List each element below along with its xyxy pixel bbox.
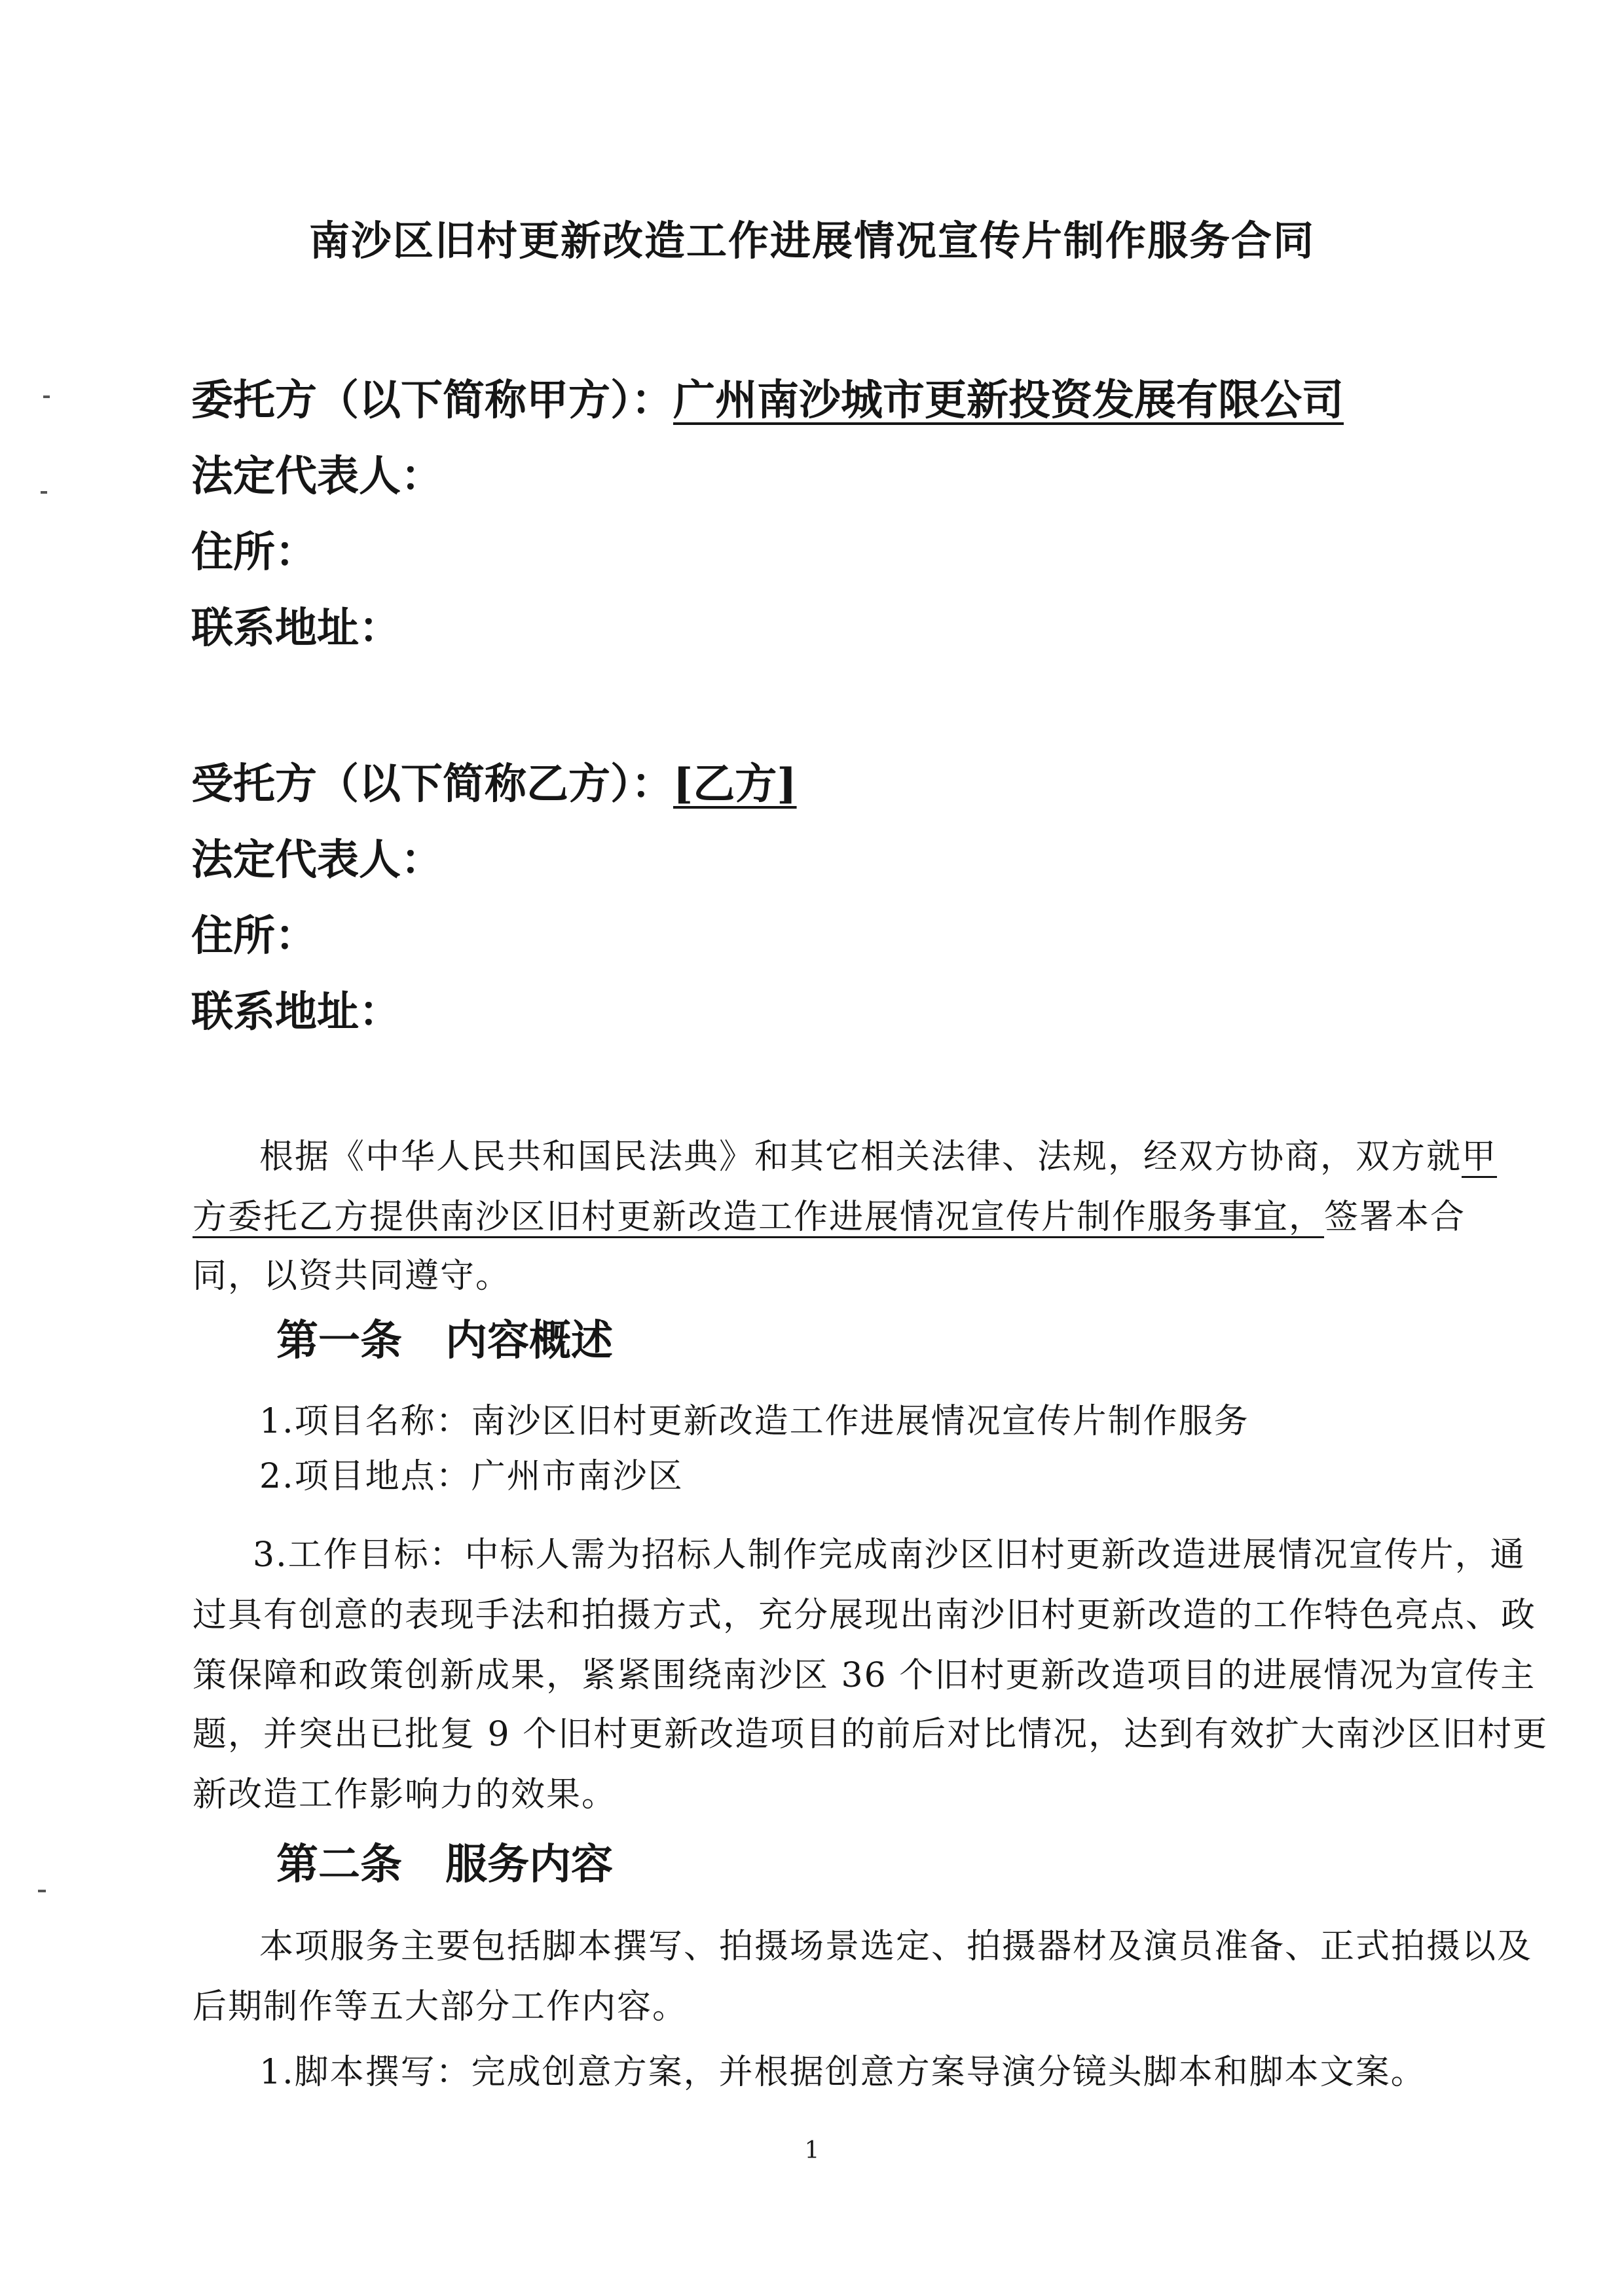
party-a-legal-rep: 法定代表人： <box>191 452 443 501</box>
clause-1-item-1: 1.项目名称：南沙区旧村更新改造工作进展情况宣传片制作服务 <box>259 1402 1249 1441</box>
clause-1-heading <box>276 1307 613 1367</box>
intro-line-1-text: 根据《中华人民共和国民法典》和其它相关法律、法规，经双方协商，双方就 <box>259 1137 1462 1177</box>
scan-mark <box>38 1890 46 1892</box>
party-b-address: 联系地址： <box>191 987 401 1037</box>
intro-line-1-underlined: 甲 <box>1462 1137 1498 1177</box>
party-a-residence: 住所： <box>191 528 317 577</box>
party-b-row <box>191 750 797 811</box>
clause-1-item-3-line-4: 题，并突出已批复 9 个旧村更新改造项目的前后对比情况，达到有效扩大南沙区旧村更 <box>193 1715 1549 1754</box>
clause-2-heading <box>276 1831 613 1891</box>
document-title: 南沙区旧村更新改造工作进展情况宣传片制作服务合同 <box>308 217 1315 265</box>
clause-1-title: 内容概述 <box>445 1316 613 1365</box>
clause-1-item-3-line-2: 过具有创意的表现手法和拍摄方式，充分展现出南沙旧村更新改造的工作特色亮点、政 <box>193 1596 1537 1635</box>
clause-2-number: 第二条 <box>276 1840 402 1889</box>
scan-mark <box>43 395 50 398</box>
party-a-row <box>191 367 1344 427</box>
party-b-residence: 住所： <box>191 911 317 961</box>
page-number: 1 <box>804 2137 820 2164</box>
party-a-address: 联系地址： <box>191 604 401 653</box>
clause-1-number: 第一条 <box>276 1316 402 1365</box>
party-b-legal-rep: 法定代表人： <box>191 835 443 885</box>
clause-1-item-2: 2.项目地点：广州市南沙区 <box>259 1457 684 1496</box>
scan-mark <box>41 491 47 494</box>
intro-line-2-underlined: 方委托乙方提供南沙区旧村更新改造工作进展情况宣传片制作服务事宜， <box>193 1198 1325 1237</box>
intro-line-1 <box>259 1129 1497 1178</box>
clause-2-item-1: 1.脚本撰写：完成创意方案，并根据创意方案导演分镜头脚本和脚本文案。 <box>259 2053 1426 2092</box>
clause-1-item-3-line-3: 策保障和政策创新成果，紧紧围绕南沙区 36 个旧村更新改造项目的进展情况为宣传主 <box>193 1656 1536 1695</box>
clause-2-paragraph-line-1: 本项服务主要包括脚本撰写、拍摄场景选定、拍摄器材及演员准备、正式拍摄以及 <box>259 1927 1533 1966</box>
intro-line-3: 同，以资共同遵守。 <box>193 1257 511 1296</box>
party-a-name: 广州南沙城市更新投资发展有限公司 <box>673 376 1344 425</box>
clause-2-paragraph-line-2: 后期制作等五大部分工作内容。 <box>193 1987 688 2027</box>
intro-line-2 <box>193 1189 1466 1238</box>
clause-1-item-3-line-1: 3.工作目标：中标人需为招标人制作完成南沙区旧村更新改造进展情况宣传片，通 <box>253 1535 1526 1575</box>
intro-line-2-text: 签署本合 <box>1324 1198 1466 1237</box>
party-a-label: 委托方（以下简称甲方）： <box>191 376 673 425</box>
clause-2-title: 服务内容 <box>445 1840 613 1889</box>
clause-1-item-3-line-5: 新改造工作影响力的效果。 <box>193 1775 618 1814</box>
party-b-name: [乙方] <box>673 760 797 809</box>
party-b-label: 受托方（以下简称乙方）： <box>191 760 673 809</box>
